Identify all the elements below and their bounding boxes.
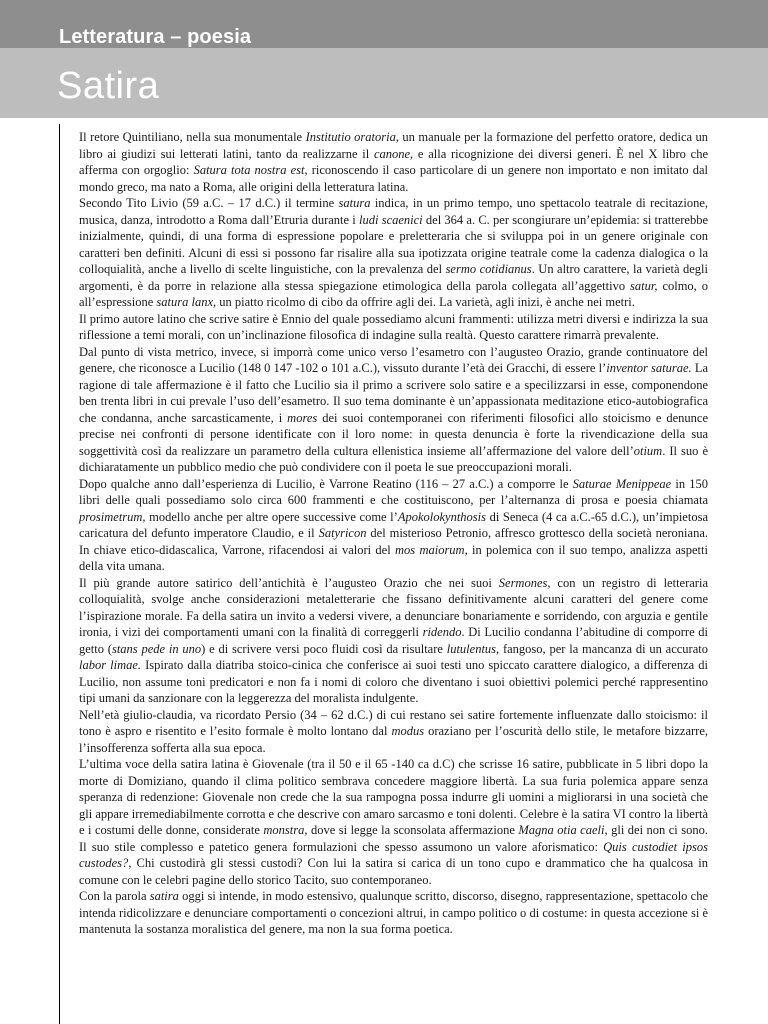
italic-term: ridendo: [422, 625, 462, 639]
italic-term: prosimetrum,: [79, 509, 146, 524]
text-run: indica, in un primo tempo, uno spettacolo teatrale di recitazione, musica, danza, introdotto a Roma dall’Etruria durante i: [79, 196, 708, 227]
text-run: Secondo Tito Livio (59 a.C. – 17 d.C.) il termine: [79, 196, 339, 210]
paragraph: [79, 476, 708, 575]
paragraph: [79, 195, 708, 311]
paragraph: [79, 575, 708, 707]
italic-term: mores: [287, 410, 318, 425]
text-run: un piatto ricolmo di cibo da offrire agli dei. La varietà, agli inizi, è anche nei metri.: [216, 295, 635, 309]
italic-term: satur,: [630, 278, 658, 293]
italic-term: modus: [391, 724, 425, 738]
text-run: , un manuale per la formazione del perfetto oratore, dedica un libro ai giudizi sui letterati latini, tanto da realizzarne il: [79, 130, 709, 161]
italic-term: mos maiorum: [395, 542, 465, 557]
text-run: Ispirato dalla diatriba stoico-cinica che conferisce ai suoi testi uno spiccato carattere dialogico, a differenza di Lucilio, non assume toni predicatori e non fa i nomi di coloro che diventano i suoi obiettivi polemici perché rappresentino tipi umani da sanzionare con la leggerezza del moralista indulgente.: [79, 658, 708, 705]
text-run: , e alla ricognizione dei diversi generi. È nel X libro che afferma con orgoglio:: [79, 146, 708, 177]
text-run: , in polemica con il suo tempo, analizza aspetti della vita umana.: [79, 542, 708, 573]
text-run: ) e di scrivere versi poco fluidi così da risultare: [201, 641, 447, 656]
italic-term: ludi scaenici: [359, 212, 423, 227]
text-run: , Chi custodirà gli stessi custodi? Con lui la satira si carica di un tono cupo e drammatico che ha qualcosa in comune con le celebri pagine dello storico Tacito, suo contemporaneo.: [79, 856, 708, 887]
text-run: Dal punto di vista metrico, invece, si imporrà come unico verso l’esametro con l’augusteo Orazio, grande continuatore del genere, che riconosce a Lucilio (148 0 147 -102 o 101 a.C.), vissuto durante l’età dei Gracchi, di essere l’: [79, 344, 708, 375]
italic-term: monstra,: [263, 823, 308, 837]
text-run: di Seneca (4 ca a.C.-65 d.C.), un’impietosa caricatura del defunto imperatore Claudio, e il: [79, 509, 708, 540]
italic-term: Institutio oratoria: [305, 130, 396, 144]
italic-term: satira: [149, 889, 179, 903]
text-run: modello anche per altre opere successive come l’: [145, 509, 398, 524]
italic-term: Saturae Menippeae: [572, 476, 672, 491]
italic-term: Satura tota nostra est: [193, 163, 305, 177]
text-run: , con un registro di letteraria colloquialità, svolge anche considerazioni metaletterarie che fissano definitivamente alcuni caratteri del genere come l’ispirazione morale. Fa della satira un invito a vedersi vivere, a denunciare bonariamente e sorridendo, con arguzia e gentile ironia, i vizi dei comportamenti umani con la finalità di correggerli: [79, 575, 708, 639]
article-body: [79, 129, 708, 938]
italic-term: otium: [633, 443, 663, 458]
section-heading: Letteratura – poesia: [59, 26, 252, 48]
text-run: Nell’età giulio-claudia, va ricordato Persio (34 – 62 d.C.) di cui restano sei satire fortemente influenzate dallo stoicismo: il tono è aspro e risentito e l’esito formale è molto lontano dal: [79, 707, 708, 738]
text-run: del misterioso Petronio, affresco grottesco della società neroniana. In chiave etico-didascalica, Varrone, rifacendosi ai valori del: [79, 526, 708, 557]
italic-term: Apokolokynthosis: [397, 509, 487, 524]
text-run: Il retore Quintiliano, nella sua monumentale: [79, 130, 306, 144]
text-run: . Un altro carattere, la varietà degli argomenti, è da porre in relazione alla stessa spiegazione etimologica della parola collegata all’aggettivo: [79, 262, 708, 293]
italic-term: labor limae.: [79, 658, 142, 672]
text-run: La ragione di tale affermazione è il fatto che Lucilio sia il primo a scrivere solo satire e a specilizzarsi in esse, componendone ben trenta libri in cui prevale l’uso dell’esametro. Il suo tema dominante è un’appassionata meditazione etico-autobiografica che condanna, anche sarcasticamente, i: [79, 361, 708, 425]
text-run: L’ultima voce della satira latina è Giovenale (tra il 50 e il 65 -140 ca d.C) che scrisse 16 satire, pubblicate in 5 libri dopo la morte di Domiziano, quando il clima politico sembrava concedere maggiore libertà. La sua furia polemica appare senza speranza di redenzione: Giovenale non crede che la sua rampogna possa indurre gli uomini a migliorarsi in una società che gli appare irremediabilmente corrotta e che descrive con amaro sarcasmo e toni dolenti. Celebre è la satira VI contro la libertà e i costumi delle donne, considerate: [79, 757, 709, 837]
text-run: . Il suo è dichiaratamente un pubblico medio che può condividere con il poeta le sue preoccupazioni morali.: [79, 443, 708, 474]
text-run: in 150 libri delle quali possediamo solo circa 600 frammenti e che costituiscono, per l’alternanza di prosa e poesia chiamata: [79, 476, 709, 507]
paragraph: [79, 707, 708, 757]
italic-term: canone: [373, 146, 411, 161]
text-run: Dopo qualche anno dall’esperienza di Lucilio, è Varrone Reatino (116 – 27 a.C.) a comporre le: [79, 476, 573, 491]
italic-term: Magna otia caeli: [518, 823, 605, 837]
italic-term: Sermones: [498, 575, 548, 590]
italic-term: Quis custodiet ipsos custodes?: [79, 839, 708, 870]
paragraph: [79, 888, 708, 938]
italic-term: sermo cotidianus: [445, 262, 532, 276]
text-run: Il più grande autore satirico dell’antichità è l’augusteo Orazio che nei suoi: [79, 575, 499, 590]
text-run: dei suoi contemporanei con riferimenti filosofici allo stoicismo e denunce precise nei confronti di persone identificate con il loro nome: in questa denuncia è forte la rivendicazione della sua soggettività così da realizzare un parametro della cultura ellenistica insieme all’affermazione del valore dell’: [79, 410, 708, 458]
text-run: del 364 a. C. per scongiurare un’epidemia: si tratterebbe inizialmente, quindi, di una forma di espressione popolare e preletteraria che si sviluppa poi in un genere originale con caratteri ben definiti. Alcuni di essi si possono far risalire alla sua ipotizzata origine teatrale come la cadenza dialogica o la colloquialità, anche a livello di scelte linguistiche, con la prevalenza del: [79, 212, 708, 276]
text-run: Il primo autore latino che scrive satire è Ennio del quale possediamo alcuni frammenti: utilizza metri diversi e indirizza la sua riflessione a temi morali, con un’inclinazione filosofica di indagine sulla realtà. Questo carattere rimarrà prevalente.: [79, 311, 708, 342]
italic-term: satura lanx,: [156, 295, 217, 309]
paragraph: [79, 344, 708, 476]
italic-term: Satyricon: [318, 526, 367, 540]
margin-rule: [59, 124, 60, 1024]
italic-term: inventor saturae.: [606, 361, 692, 375]
text-run: Con la parola: [79, 889, 150, 903]
text-run: . Di Lucilio condanna l’abitudine di comporre di getto (: [79, 625, 708, 656]
text-run: , riconoscendo il caso particolare di un genere non importato e non imitato dal mondo greco, ma nato a Roma, alle origini della letteratura latina.: [79, 163, 708, 194]
page-title: Satira: [57, 65, 160, 107]
text-run: , gli dei non ci sono. Il suo stile complesso e patetico genera formulazioni che spesso assumono un valore aforismatico:: [79, 823, 708, 854]
italic-term: lutulentus,: [446, 641, 500, 656]
text-run: oraziano per l’oscurità dello stile, le metafore bizzarre, l’insofferenza sofferta alla sua epoca.: [79, 724, 708, 755]
text-run: oggi si intende, in modo estensivo, qualunque scritto, discorso, disegno, rappresentazione, spettacolo che intenda ridicolizzare e denunciare comportamenti o concezioni altrui, in campo politico o di costume: in questa accezione si è mantenuta la sostanza moralistica del genere, ma non la sua forma poetica.: [79, 889, 708, 936]
paragraph: [79, 756, 708, 888]
text-run: dove si legge la sconsolata affermazione: [307, 823, 519, 837]
italic-term: stans pede in uno: [111, 641, 202, 656]
text-run: colmo, o all’espressione: [79, 278, 709, 309]
paragraph: [79, 311, 708, 344]
paragraph: [79, 129, 708, 195]
text-run: fangoso, per la mancanza di un accurato: [499, 641, 708, 656]
italic-term: satura: [338, 196, 371, 210]
